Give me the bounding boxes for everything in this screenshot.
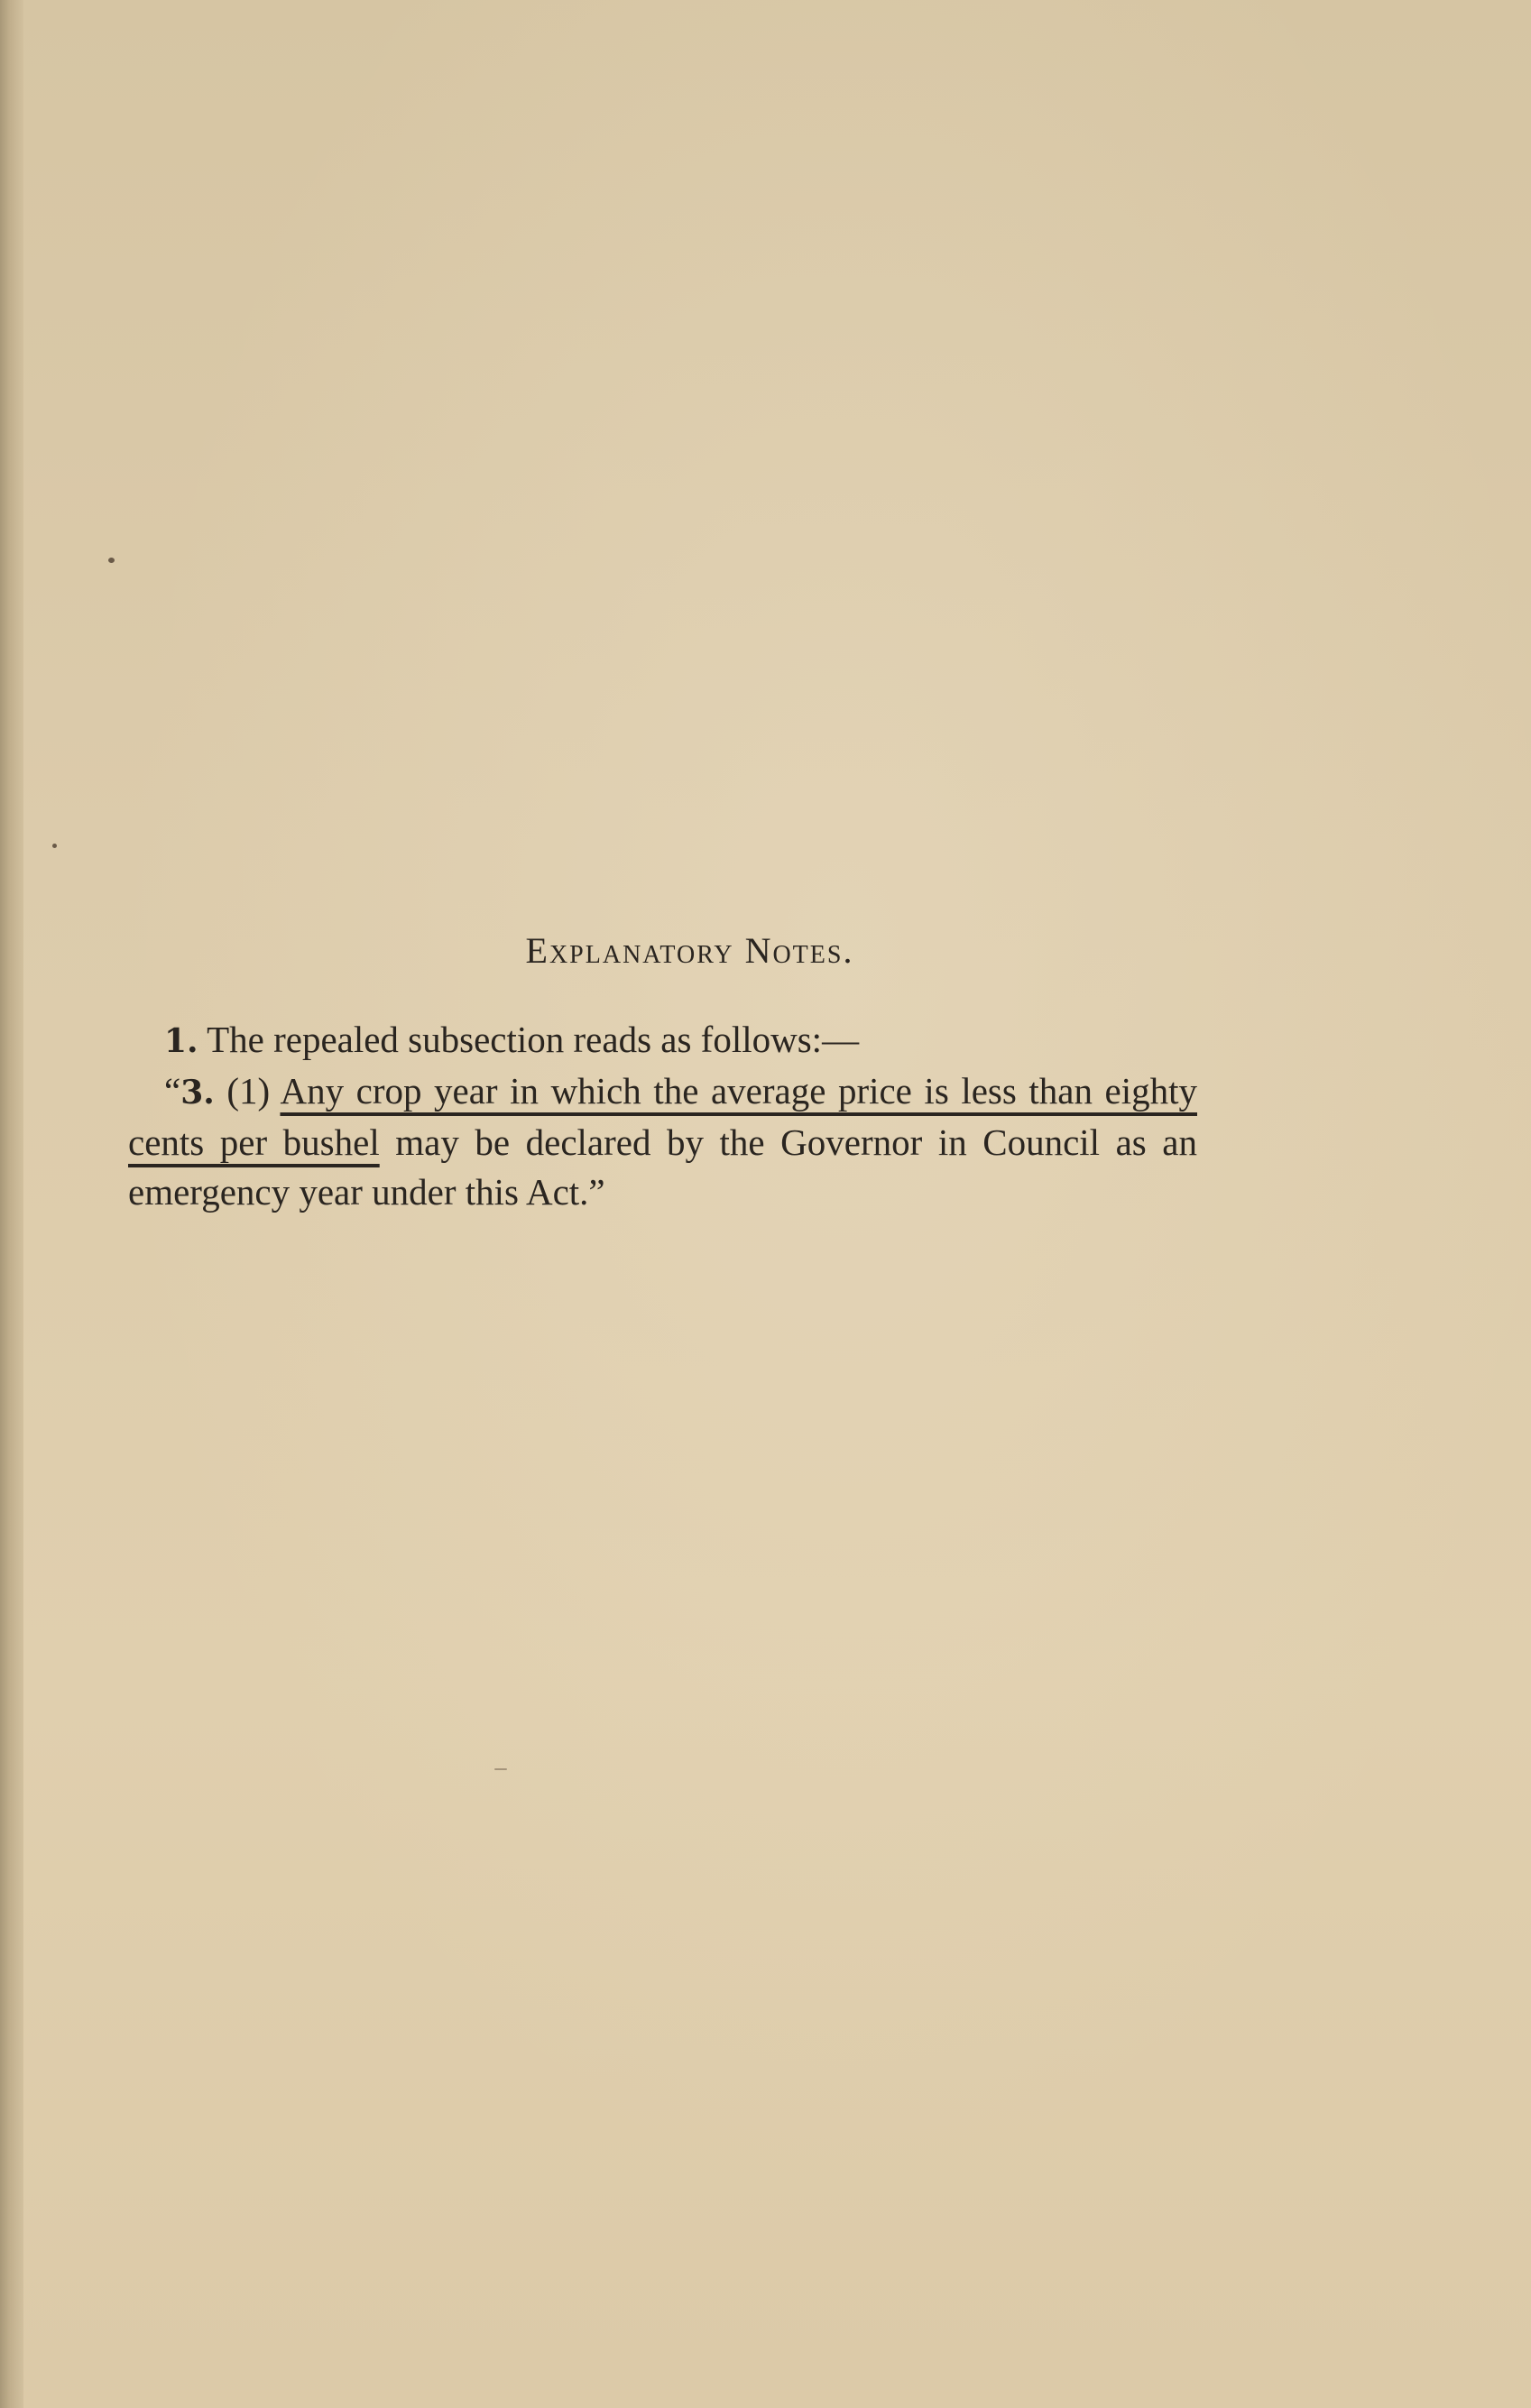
explanatory-notes: [128, 929, 1197, 1217]
note-1: [128, 1015, 1197, 1066]
note-1-number: 1.: [164, 1022, 198, 1060]
quoted-subsection: [128, 1066, 1197, 1217]
note-1-text: The repealed subsection reads as follows:—: [207, 1019, 860, 1060]
open-quote: “: [164, 1070, 181, 1112]
underlined-clause: Any crop year in which the average price is less than eighty cents per bushel: [128, 1070, 1197, 1163]
paper-speck: [494, 1768, 507, 1770]
page-spine-shadow: [0, 0, 23, 2408]
notes-heading: Explanatory Notes.: [525, 930, 854, 971]
paper-speck: [52, 844, 57, 848]
subsection-paren: (1): [226, 1070, 271, 1112]
subsection-number: 3.: [180, 1074, 215, 1112]
remaining-clause: may be declared by the Governor in Council as an emergency year under this Act.”: [128, 1121, 1197, 1213]
paper-speck: [108, 558, 115, 563]
